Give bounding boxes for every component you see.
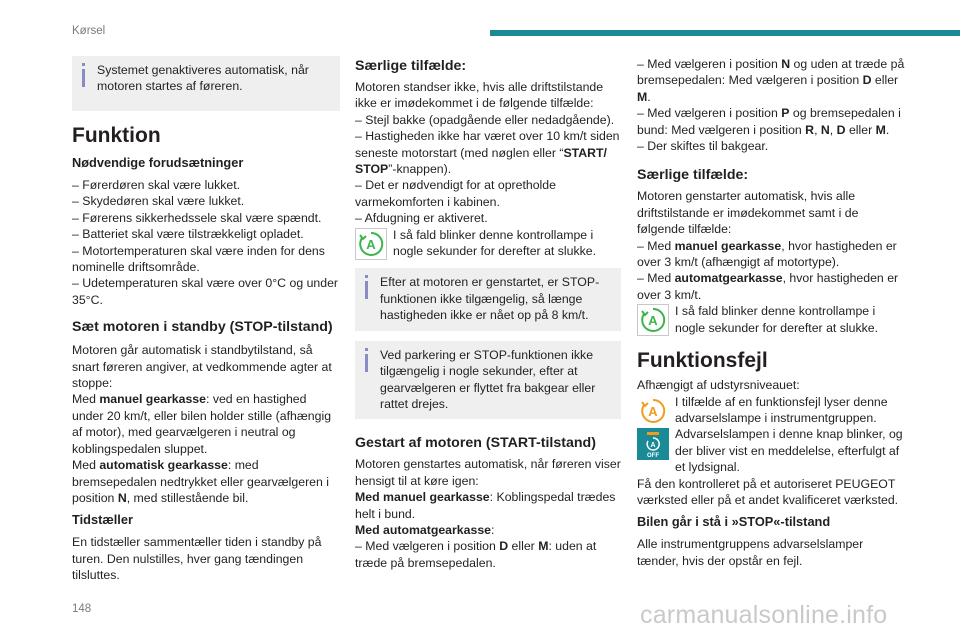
auto-stop-start-lamp-icon [355, 228, 387, 260]
page-number: 148 [72, 603, 92, 615]
svg-text:A: A [648, 403, 658, 419]
header-accent-bar [490, 30, 960, 36]
list-item: – Med automatgearkasse, hvor hastigheden er over 3 km/t. [637, 271, 899, 302]
info-note [355, 268, 621, 330]
paragraph: Med automatisk gearkasse: med bremsepedalen nedtrykket eller gearvælgeren i position N, med stillestående bil. [72, 458, 330, 505]
auto-stop-start-warning-icon [637, 395, 669, 427]
list-item: – Skydedøren skal være lukket. [72, 194, 245, 209]
paragraph: Med manuel gearkasse: ved en hastighed under 20 km/t, eller bilen holder stille (afhængig af motor), med gearvælgeren i neutral og koblingspedalen sluppet. [72, 392, 332, 456]
list-item: – Med vælgeren i position P og bremsepedalen i bund: Med vælgeren i position R, N, D eller M. [637, 106, 901, 137]
heading-saerlige: Særlige tilfælde: [355, 58, 467, 74]
paragraph: Få den kontrolleret på et autoriseret PEUGEOT værksted eller på et andet kvalificeret værksted. [637, 476, 899, 507]
off-label: OFF [647, 452, 659, 459]
heading-funktionsfejl: Funktionsfejl [637, 349, 768, 373]
list-item: – Afdugning er aktiveret. [355, 211, 488, 226]
warning-row [637, 394, 905, 476]
conditions-list [72, 177, 340, 308]
list-item: – Det er nødvendigt for at opretholde varmekomforten i kabinen. [355, 178, 556, 209]
paragraph: Motoren genstarter automatisk, hvis alle driftstilstande er imødekommet samt i de følgende tilfælde: [637, 189, 859, 237]
list-item: – Førerdøren skal være lukket. [72, 178, 241, 192]
heading-forudsaetninger: Nødvendige forudsætninger [72, 155, 244, 170]
heading-funktion: Funktion [72, 124, 161, 147]
heading-tidstaeller: Tidstæller [72, 512, 133, 528]
paragraph: Motoren går automatisk i standbytilstand, så snart føreren angiver, at vedkommende agter at stoppe: [72, 343, 332, 391]
stop-start-off-button-icon [637, 428, 669, 460]
list-item: – Stejl bakke (opadgående eller nedadgående). [355, 112, 615, 127]
heading-bilen: Bilen går i stå i »STOP«-tilstand [637, 514, 831, 530]
list-item: – Med manuel gearkasse, hvor hastigheden er over 3 km/t (afhængigt af motortype). [637, 238, 897, 270]
lamp-text: I så fald blinker denne kontrollampe i nogle sekunder for derefter at slukke. [393, 227, 597, 259]
button-text: Advarselslampen i denne knap blinker, og der bliver vist en meddelelse, efterfulgt af et lydsignal. [675, 427, 903, 475]
paragraph: Afhængigt af udstyrsniveauet: [637, 378, 800, 393]
column-2 [355, 56, 621, 571]
lamp-row [637, 303, 905, 336]
info-note [355, 341, 621, 420]
info-icon [365, 275, 368, 299]
svg-text:A: A [648, 313, 658, 329]
note-text: Systemet genaktiveres automatisk, når motoren startes af føreren. [97, 63, 309, 94]
list-item: – Med vælgeren i position D eller M: uden at træde på bremsepedalen. [355, 539, 597, 570]
watermark: carmanualsonline.info [640, 601, 888, 629]
info-icon [82, 63, 85, 87]
column-3 [637, 56, 905, 569]
paragraph: En tidstæller sammentæller tiden i standby på turen. Den nulstilles, hver gang tændingen tilsluttes. [72, 535, 322, 583]
running-header: Kørsel [72, 25, 106, 37]
paragraph: Med automatgearkasse: [355, 522, 495, 537]
info-note [72, 56, 340, 111]
auto-stop-start-lamp-icon [637, 304, 669, 336]
paragraph: Motoren genstartes automatisk, når føreren viser hensigt til at køre igen: [355, 457, 621, 488]
svg-text:A: A [650, 441, 656, 449]
list-item: – Førerens sikkerhedssele skal være spændt. [72, 210, 322, 225]
warning-text: I tilfælde af en funktionsfejl lyser denne advarselslampe i instrumentgruppen. [675, 394, 888, 425]
heading-saerlige-2: Særlige tilfælde: [637, 167, 749, 184]
svg-text:A: A [366, 236, 376, 252]
heading-standby: Sæt motoren i standby (STOP-tilstand) [72, 319, 333, 336]
paragraph: Med manuel gearkasse: Koblingspedal trædes helt i bund. [355, 490, 616, 521]
column-1 [72, 56, 340, 584]
list-item: – Hastigheden ikke har været over 10 km/t siden seneste motorstart (med nøglen eller “START/ STOP”-knappen). [355, 129, 620, 177]
list-item: – Med vælgeren i position N og uden at træde på bremsepedalen: Med vælgeren i position D eller M. [637, 57, 905, 104]
list-item: – Motortemperaturen skal være inden for dens nominelle driftsområde. [72, 243, 325, 275]
paragraph: Motoren standser ikke, hvis alle driftstilstande ikke er imødekommet i de følgende tilfælde: [355, 80, 604, 111]
lamp-text: I så fald blinker denne kontrollampe i nogle sekunder for derefter at slukke. [675, 304, 879, 335]
paragraph: Alle instrumentgruppens advarselslamper tænder, hvis der opstår en fejl. [637, 537, 864, 568]
lamp-row [355, 227, 621, 260]
heading-start: Gestart af motoren (START-tilstand) [355, 435, 596, 452]
list-item: – Der skiftes til bakgear. [637, 139, 769, 154]
list-item: – Batteriet skal være tilstrækkeligt opladet. [72, 227, 304, 242]
note-text: Efter at motoren er genstartet, er STOP-funktionen ikke tilgængelig, så længe hastigheden ikke er nået op på 8 km/t. [380, 275, 600, 323]
note-text: Ved parkering er STOP-funktionen ikke tilgængelig i nogle sekunder, efter at gearvælgeren er flyttet fra bakgear eller rattet drejes. [380, 347, 596, 411]
list-item: – Udetemperaturen skal være over 0°C og under 35°C. [72, 276, 339, 307]
info-icon [365, 348, 368, 372]
